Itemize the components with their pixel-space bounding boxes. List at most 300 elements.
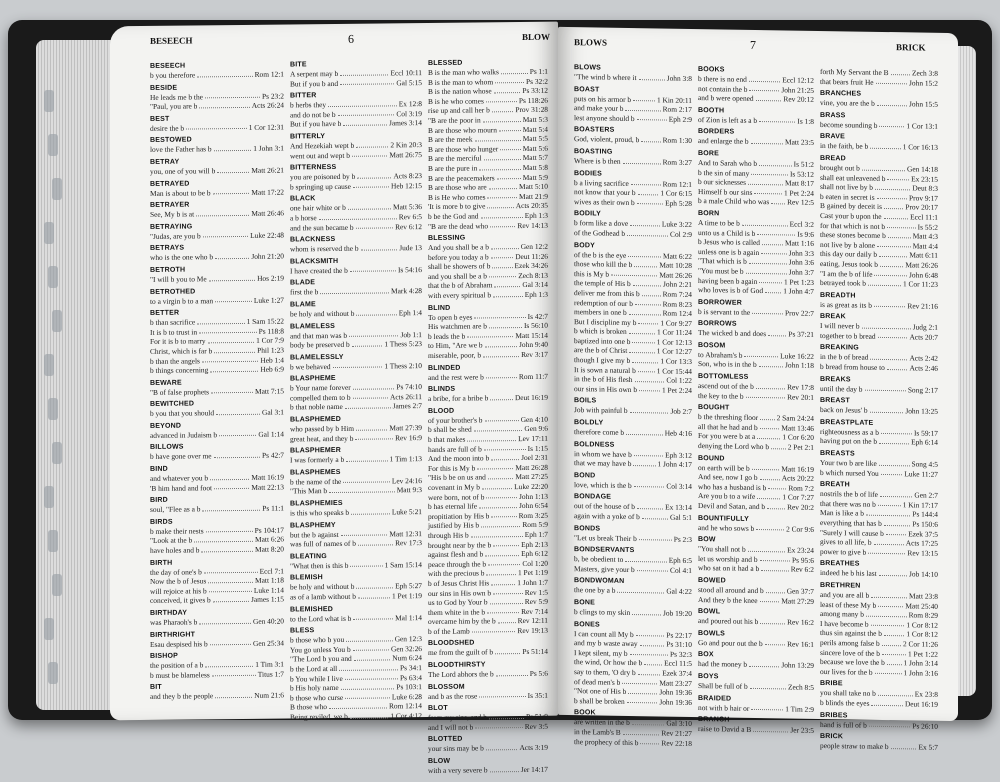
reference-text: and b as the rose [428,691,478,701]
entry-keyword: BREAST [820,397,850,405]
concordance-entry [290,373,422,412]
reference-text: b a male Child who was [698,196,770,207]
scripture-reference: Rev 7:14 [521,606,548,616]
reference-text: "Surely I will cause b [820,527,884,538]
entry-keyword: BREATHES [820,560,860,568]
entry-keyword: BOTTOMLESS [698,373,749,381]
leader-dots [751,703,783,710]
reference-text: raise to David a B [698,724,752,735]
concordance-entry [698,514,814,534]
leader-dots [632,608,661,615]
reference-text: b clings to my skin [574,607,631,617]
scripture-reference: Luke 1:14 [253,585,284,595]
reference-text: who is the one who b [150,252,214,263]
reference-text: before you today a b [428,252,489,262]
leader-dots [209,274,255,281]
scripture-reference: 1 John 3:14 [903,658,938,668]
leader-dots [629,327,655,334]
reference-text: ascend out of the b [698,381,754,391]
scripture-reference: Matt 13:46 [781,423,814,433]
scripture-reference: Ps 42:7 [262,450,284,461]
leader-dots [639,534,672,541]
entry-keyword: BLESS [290,627,315,635]
leader-dots [495,77,524,84]
reference-text: b a living sacrifice [574,177,629,188]
reference-text: them white in the b [428,607,486,617]
leader-dots [210,638,251,645]
reference-text: b that noble name [290,402,343,412]
reference-text: our lives for the b [820,666,873,677]
concordance-entry [820,418,938,448]
concordance-entry [428,362,548,382]
reference-text: b Your name forever [290,383,351,393]
leader-dots [475,134,521,141]
entry-keyword: BEST [150,115,170,123]
concordance-entry [820,67,938,88]
scripture-reference: Acts 20:22 [781,473,814,484]
scripture-reference: Matt 6:22 [663,251,692,261]
leader-dots [878,689,913,696]
leader-dots [882,648,906,655]
scripture-reference: Eccl 7:1 [259,566,284,576]
scripture-reference: Matt 4:3 [912,231,938,241]
leader-dots [350,560,382,567]
scripture-reference: John 9:40 [519,340,548,350]
scripture-reference: Prov 20:17 [905,202,938,213]
right-page [558,27,958,752]
reference-text: The Lord abhors the b [428,669,494,680]
leader-dots [339,663,398,670]
leader-dots [194,535,253,542]
leader-dots [631,179,661,186]
leader-dots [333,361,383,368]
leader-dots [216,408,260,415]
scripture-reference: Heb 4:16 [664,428,692,438]
concordance-entry [290,234,422,254]
leader-dots [632,337,654,344]
leader-dots [891,68,910,75]
reference-text: See, My b is at [150,209,195,220]
concordance-entry [290,352,422,372]
reference-text: from my sins, and b [428,712,487,723]
leader-dots [871,699,902,706]
entry-keyword: BORE [698,150,720,158]
entry-keyword: BOSOM [698,341,726,350]
scripture-reference: Num 21:6 [254,690,284,701]
entry-keyword: BETRAYS [150,244,185,253]
scripture-reference: 1 Cor 11:23 [902,279,938,289]
scripture-reference: Rev 13:15 [907,548,938,558]
reference-text: covenant in My b [428,482,480,492]
reference-text: not with b hair or [698,702,750,713]
reference-line [428,743,548,754]
scripture-reference: 1 Cor 11:24 [656,327,692,338]
reference-text: b must be blameless [150,670,210,680]
reference-text: nostrils the b of life [820,489,878,500]
entry-keyword: BLASPHEME [290,375,336,383]
leader-dots [756,524,784,531]
scripture-reference: Rom 2:17 [662,104,692,115]
scripture-reference: 1 Thess 5:23 [384,339,422,349]
scripture-reference: 1 Pet 2:24 [784,188,814,198]
scripture-reference: Ps 11:1 [262,503,284,514]
leader-dots [341,683,395,690]
scripture-reference: John 6:48 [909,269,938,280]
leader-dots [211,387,253,394]
concordance-entry [290,90,422,129]
leader-dots [499,125,521,132]
reference-line [820,300,938,311]
reference-text: deliver me from this b [574,288,640,299]
leader-dots [201,545,253,552]
reference-text: unless one is b again [698,246,760,257]
scripture-reference: 1 Cor 13:3 [660,356,692,367]
entry-keyword: BESTOWED [150,136,192,145]
leader-dots [495,648,520,655]
reference-line [574,427,692,438]
left-header-guide-end: BLOW [522,31,551,43]
concordance-entry [698,127,814,147]
reference-text: unto us a Child is b [698,227,756,238]
leader-dots [199,101,249,108]
entry-keyword: BRAVE [820,133,845,141]
entry-keyword: BONE [574,599,596,607]
reference-text: propitiation by His b [428,511,490,521]
reference-text: of Zion is left as a b [698,114,758,125]
entry-keyword: BOWLS [698,629,726,638]
reference-text: be holy and without b [290,308,355,319]
leader-dots [486,744,518,751]
entry-keyword: BLACKSMITH [290,257,339,266]
scripture-reference: Matt 23:27 [659,677,692,688]
reference-text: will rejoice at his b [150,586,207,596]
entry-keyword: BETRAYED [150,180,190,188]
reference-line [150,187,284,198]
reference-text: It is sown a natural b [574,364,636,375]
scripture-reference: Eph 2:9 [668,114,692,124]
scripture-reference: 1 Cor 7:9 [256,335,284,346]
scripture-reference: Rev 14:13 [517,220,548,230]
leader-dots [754,188,782,195]
leader-dots [637,503,663,510]
reference-text: B are those who are [428,182,487,193]
reference-text: are written in the b [574,717,630,728]
leader-dots [628,250,661,257]
reference-line [698,563,814,574]
leader-dots [350,711,388,718]
index-tab [52,574,62,596]
entry-keyword: BEWITCHED [150,400,195,409]
concordance-entry [150,651,284,681]
scripture-reference: James 1:15 [250,594,284,605]
entry-keyword: BLEMISHED [290,605,334,614]
reference-text: B are those who hunger [428,144,499,154]
reference-line [150,545,284,556]
leader-dots [630,649,668,656]
scripture-reference: Eccl 11:5 [664,658,692,669]
reference-text: out of the house of b [574,501,635,512]
entry-keyword: BOAST [574,85,600,94]
index-tab [44,222,54,244]
concordance-entry [150,557,284,606]
scripture-reference: Acts 2:42 [909,353,938,364]
reference-text: b eaten in secret is [820,191,875,202]
concordance-entry [150,264,284,284]
reference-text: "The Lord b you and [290,654,352,664]
entry-keyword: BLAME [290,301,316,309]
reference-text: You go unless You b [290,644,351,655]
reference-text: Masters, give your b [574,563,635,574]
leader-dots [866,610,907,617]
entry-keyword: BONES [574,620,600,629]
leader-dots [638,366,655,373]
reference-line [290,181,422,192]
reference-text: the key to the b [698,390,744,401]
reference-text: shall be showers of b [428,261,491,272]
scripture-reference: Matt 26:26 [905,260,938,270]
leader-dots [877,193,907,200]
scripture-reference: 2 Pet 2:1 [787,442,814,452]
leader-dots [353,392,388,399]
reference-text: 'B him hand and foot [150,482,213,493]
entry-keyword: BODY [574,241,596,249]
leader-dots [320,287,389,294]
leader-dots [761,564,789,571]
concordance-entry [574,241,692,396]
scripture-reference: Luke 16:22 [780,351,814,361]
leader-dots [215,295,252,302]
leader-dots [759,277,782,284]
scripture-reference: Acts 20:35 [515,201,548,211]
scripture-reference: 2 Kin 20:3 [390,140,422,150]
reference-line [150,365,284,376]
reference-text: of dead men's b [574,676,621,687]
reference-text: against flesh and b [428,549,484,560]
concordance-entry [150,682,284,702]
scripture-reference: Rev 12:11 [517,616,548,626]
scripture-reference: 1 Cor 6:15 [660,188,692,199]
leader-dots [483,115,521,122]
leader-dots [349,330,398,337]
concordance-entry [820,375,938,395]
scripture-reference: Eph 1:3 [524,210,548,220]
reference-text: forth My Servant the B [820,66,889,78]
reference-text: all that he had and b [698,421,758,432]
leader-dots [748,545,785,552]
scripture-reference: John 19:36 [659,697,692,707]
leader-dots [329,702,387,709]
leader-dots [361,243,398,250]
reference-text: "Not one of His b [574,686,627,697]
concordance-entry [698,341,814,371]
leader-dots [629,308,661,315]
scripture-reference: James 2:7 [392,401,422,411]
scripture-reference: Matt 26:28 [515,462,548,472]
reference-text: But I discipline my b [574,316,637,327]
leader-dots [494,86,521,93]
scripture-reference: Col 3:19 [396,108,422,119]
reference-line [428,647,548,658]
leader-dots [479,163,520,170]
entry-keyword: BLACK [290,195,316,203]
reference-text: b the name of the [290,476,342,487]
scripture-reference: John 3:7 [788,267,814,277]
scripture-reference: Ps 5:6 [529,668,548,679]
concordance-entry [290,162,422,192]
reference-text: a b horse [290,213,317,223]
scripture-reference: Eph 6:5 [668,555,692,566]
leader-dots [467,331,513,338]
reference-text: Man is like a b [820,508,864,519]
concordance-entry [150,464,284,494]
leader-dots [346,635,392,642]
reference-line [574,737,692,748]
entry-keyword: BLIND [428,304,451,312]
scripture-reference: 2 Cor 11:26 [902,639,938,649]
concordance-entry [428,703,548,732]
leader-dots [205,91,260,98]
reference-text: I kept silent, my b [574,647,628,658]
reference-text: to a virgin b to a man [150,295,214,306]
leader-dots [757,432,780,439]
reference-line [290,118,422,129]
reference-text: and b were opened [698,93,754,104]
leader-dots [869,720,911,727]
entry-keyword: BODILY [574,210,602,218]
leader-dots [488,472,514,479]
scripture-reference: Lev 24:16 [391,475,422,486]
reference-text: perils among false b [820,637,880,648]
concordance-entry [150,135,284,155]
reference-text: again with a yoke of b [574,511,640,522]
leader-dots [771,442,786,449]
scripture-reference: Gal 3:10 [666,718,692,729]
reference-line [290,222,422,233]
leader-dots [202,504,260,511]
leader-dots [881,428,912,435]
scripture-reference: Matt 23:5 [785,137,814,148]
leader-dots [199,327,257,334]
reference-line [150,209,284,220]
reference-line [698,307,814,318]
index-tab [52,310,62,332]
reference-line [290,286,422,297]
reference-text: And Hezekiah wept b [290,140,355,151]
reference-text: let us worship and b [698,553,758,564]
reference-text: Man is about to be b [150,187,211,198]
leader-dots [870,353,907,360]
reference-text: "You shall not b [698,544,746,554]
reference-text: Go and pour out the b [698,637,763,648]
index-tab [52,442,62,464]
reference-text: b springing up cause [290,181,351,192]
reference-text: "Look at the b [150,535,193,546]
reference-text: b than sacrifice [150,317,196,328]
scripture-reference: John 3:6 [788,257,814,268]
reference-text: in the b of bread [820,352,869,363]
scripture-reference: 1 Sam 15:14 [384,559,422,570]
scripture-reference: Matt 26:26 [659,270,692,280]
leader-dots [886,529,906,536]
reference-text: first the b [290,287,319,297]
scripture-reference: Ps 118:8 [258,326,284,336]
leader-dots [352,340,383,347]
reference-text: through His b [428,530,469,540]
leader-dots [494,281,520,288]
reference-text: Cast your b upon the [820,210,882,221]
scripture-reference: Num 6:24 [392,653,422,663]
scripture-reference: Gen 32:26 [391,643,422,654]
scripture-reference: Matt 5:7 [522,153,548,163]
leader-dots [355,433,393,440]
concordance-entry [574,209,692,239]
scripture-reference: Col 4:1 [670,565,692,575]
scripture-reference: Ps 104:17 [254,525,284,535]
reference-text: be holy and without b [290,582,355,592]
reference-line [574,533,692,544]
leader-dots [485,415,519,422]
scripture-reference: 1 Cor 15:44 [656,366,692,376]
reference-text: who passed by b Him [290,423,355,434]
concordance-entry [574,598,692,618]
entry-keyword: BLOT [428,705,448,713]
concordance-entry [150,420,284,440]
concordance-entry [820,312,938,342]
reference-line [820,667,938,678]
reference-text: and enlarge the b [698,136,749,147]
leader-dots [638,318,658,325]
leader-dots [488,559,520,566]
entry-keyword: BLOODSHED [428,639,475,648]
reference-line [820,384,938,395]
leader-dots [634,450,663,457]
reference-line [698,681,814,692]
reference-text: and you are all b [820,589,870,600]
reference-text: in whom we have b [574,448,632,459]
scripture-reference: Acts 26:11 [390,391,422,402]
leader-dots [500,144,521,151]
scripture-reference: Eph 2:13 [521,539,548,549]
reference-text: wives as their own b [574,196,635,207]
entry-keyword: BIRTH [150,559,173,567]
reference-line [820,698,938,709]
scripture-reference: Is 51:2 [793,159,814,169]
scripture-reference: Matt 5:36 [393,202,422,212]
reference-text: with the precious b [428,568,485,579]
leader-dots [625,104,660,111]
leader-dots [346,455,387,462]
scripture-reference: Deut 11:26 [515,251,548,261]
reference-text: b leads the b [428,331,466,341]
reference-text: 'It is more b to give [428,201,486,212]
leader-dots [467,434,516,441]
leader-dots [490,765,519,772]
reference-line [698,328,814,339]
reference-text: of your brother's b [428,415,483,425]
scripture-reference: 1 Pet 2:24 [662,385,692,395]
leader-dots [493,540,519,547]
reference-line [574,406,692,417]
scripture-reference: John 21:25 [781,84,814,95]
leader-dots [870,142,900,149]
scripture-reference: Ps 34:1 [400,663,422,673]
reference-text: But if you have b [290,119,342,129]
leader-dots [879,459,910,466]
leader-dots [474,312,525,319]
reference-text: "I am the b of life [820,268,873,279]
scripture-reference: Gen 2:7 [914,490,938,501]
scripture-reference: 1 Cor 12:13 [656,337,692,347]
